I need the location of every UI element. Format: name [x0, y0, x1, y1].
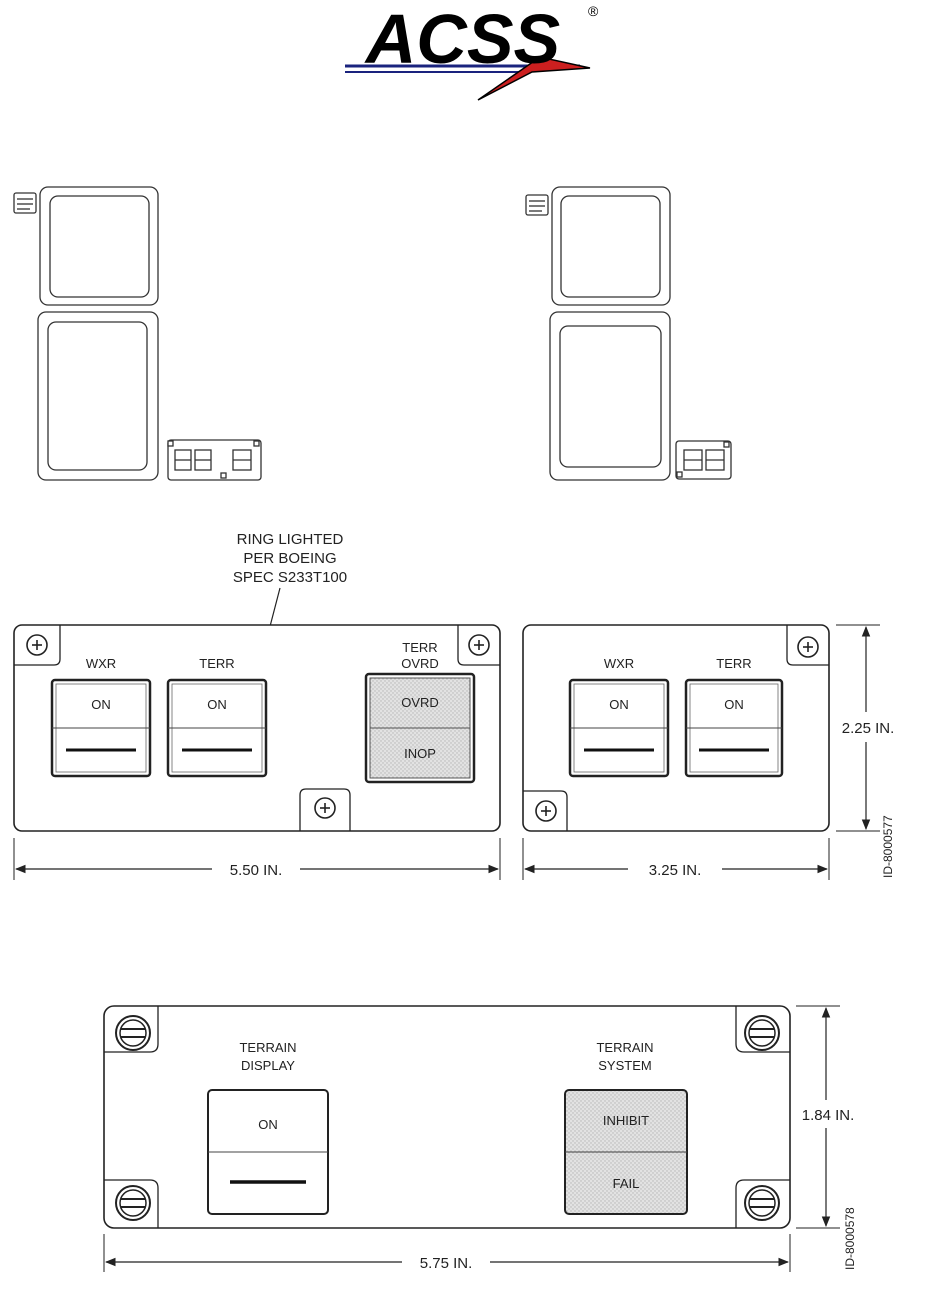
inop-legend: INOP [404, 746, 436, 761]
terr-label: TERR [199, 656, 235, 671]
terr-on-legend: ON [724, 697, 744, 712]
wxr-on-legend: ON [91, 697, 111, 712]
screw-icon [27, 635, 47, 655]
screw-icon [745, 1016, 779, 1050]
svg-text:SPEC S233T100: SPEC S233T100 [232, 569, 348, 586]
wxr-switch[interactable] [52, 680, 150, 776]
logo-text: ACSS [365, 0, 561, 78]
height-2-25-text: 2.25 IN. [841, 720, 895, 737]
screw-icon [116, 1186, 150, 1220]
terr-switch[interactable] [168, 680, 266, 776]
screw-icon [536, 801, 556, 821]
dimension-2-25 [836, 625, 894, 831]
panel-5-50 [14, 625, 500, 831]
svg-text:RING LIGHTED: RING LIGHTED [236, 531, 344, 548]
svg-text:PER BOEING: PER BOEING [243, 550, 337, 567]
screw-icon [315, 798, 335, 818]
screw-icon [798, 637, 818, 657]
terr-ovrd-label-2: OVRD [401, 656, 439, 671]
terrain-display-label-1: TERRAIN [239, 1040, 297, 1055]
fail-legend: FAIL [612, 1176, 640, 1191]
cockpit-sketch-right [526, 187, 731, 480]
wxr-on-legend: ON [609, 697, 629, 712]
registered-mark: ® [588, 3, 599, 19]
terrain-system-label-1: TERRAIN [596, 1040, 654, 1055]
dimension-5-50 [14, 838, 500, 880]
width-3-25-text: 3.25 IN. [648, 862, 702, 879]
terr-ovrd-label-1: TERR [402, 640, 438, 655]
panel-5-75 [104, 1006, 790, 1228]
dimension-1-84 [796, 1006, 854, 1228]
wxr-label: WXR [85, 656, 117, 671]
inhibit-legend: INHIBIT [602, 1113, 650, 1128]
screw-icon [745, 1186, 779, 1220]
cockpit-sketch-left [14, 187, 261, 480]
width-5-50-text: 5.50 IN. [229, 862, 283, 879]
height-1-84-text: 1.84 IN. [801, 1107, 855, 1124]
screw-icon [469, 635, 489, 655]
terrain-system-switch[interactable] [565, 1090, 687, 1214]
width-5-75-text: 5.75 IN. [419, 1255, 473, 1272]
terr-switch[interactable] [686, 680, 782, 776]
ovrd-legend: OVRD [401, 695, 439, 710]
wxr-switch[interactable] [570, 680, 668, 776]
terr-on-legend: ON [207, 697, 227, 712]
dimension-3-25 [523, 838, 829, 880]
terr-label: TERR [716, 656, 752, 671]
terrain-display-on-legend: ON [258, 1117, 278, 1132]
terrain-system-label-2: SYSTEM [598, 1058, 652, 1073]
terrain-display-label-2: DISPLAY [241, 1058, 295, 1073]
terr-ovrd-switch[interactable] [366, 674, 474, 782]
figure-id-8000578: ID-8000578 [843, 1207, 857, 1270]
terrain-display-switch[interactable] [208, 1090, 328, 1214]
figure-id-8000577: ID-8000577 [881, 815, 895, 878]
wxr-label: WXR [603, 656, 635, 671]
dimension-5-75 [104, 1234, 790, 1272]
acss-logo [345, 0, 599, 100]
screw-icon [116, 1016, 150, 1050]
panel-3-25 [523, 625, 829, 831]
